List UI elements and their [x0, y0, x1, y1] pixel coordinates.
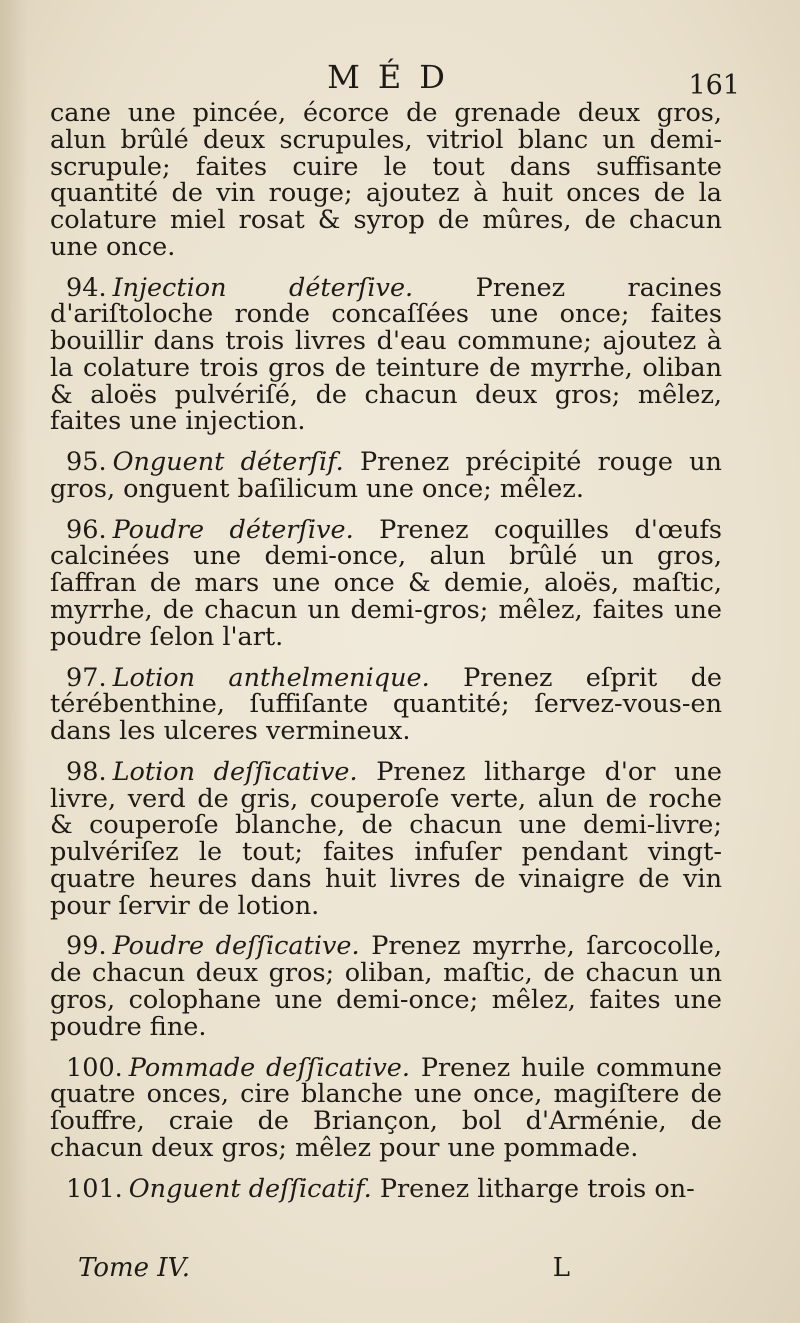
recipe-entry — [50, 1052, 723, 1163]
page-number: 161 — [688, 70, 740, 101]
entry-number: 97. — [66, 662, 107, 693]
entry-text: Prenez litharge trois on- — [379, 1173, 695, 1204]
entry-title: Poudre déterſive. — [112, 514, 354, 545]
entry-text: Prenez eſprit de térébenthine, ſuffiſante quantité; ſervez-vous-en dans les ulceres vermineux. — [50, 662, 723, 747]
recipe-entry — [50, 514, 723, 652]
entry-number: 100. — [66, 1052, 123, 1083]
entry-title: Pommade deſſicative. — [128, 1052, 410, 1083]
entry-number: 98. — [66, 756, 107, 787]
recipe-entry — [50, 756, 722, 921]
entry-number: 95. — [66, 447, 107, 478]
entry-number: 96. — [66, 514, 107, 545]
page-body — [50, 100, 722, 1216]
running-head: MÉD — [327, 58, 463, 96]
entry-title: Lotion deſſicative. — [112, 756, 358, 787]
entry-text: Prenez litharge d'or une livre, verd de gris, couperoſe verte, alun de roche & couperoſe blanche, de chacun une demi-livre; pulvériſez le tout; faites infuſer pendant vingt-quatre heures dans huit livres de vinaigre de vin pour ſervir de lotion. — [50, 756, 722, 921]
continuation-paragraph: cane une pincée, écorce de grenade deux gros, alun brûlé deux scrupules, vitriol blanc un demi-scrupule; faites cuire le tout dans suffisante quantité de vin rouge; ajoutez à huit onces de la colature miel rosat & syrop de mûres, de chacun une once. — [50, 98, 722, 262]
entry-text: Prenez myrrhe, ſarcocolle, de chacun deux gros; oliban, maſtic, de chacun un gros, colophane une demi-once; mêlez, faites une poudre fine. — [50, 931, 723, 1042]
signature-mark: L — [552, 1253, 570, 1283]
recipe-entry — [50, 272, 722, 437]
entry-number: 94. — [66, 272, 107, 303]
entry-title: Injection déterſive. — [112, 272, 414, 303]
recipe-entry — [50, 449, 722, 503]
entry-text: Prenez racines d'ariſtoloche ronde concaſſées une once; faites bouillir dans trois livres d'eau commune; ajoutez à la colature trois gros de teinture de myrrhe, oliban & aloës pulvériſé, de chacun deux gros; mêlez, faites une injection. — [50, 272, 722, 437]
entry-number: 99. — [66, 931, 107, 962]
entry-title: Lotion anthelmenique. — [112, 662, 430, 693]
entry-title: Poudre deſſicative. — [112, 931, 360, 962]
page-footer — [78, 1253, 570, 1285]
volume-label: Tome IV. — [78, 1253, 191, 1283]
entry-number: 101. — [66, 1173, 123, 1204]
recipe-entry — [50, 933, 722, 1040]
entry-text: Prenez précipité rouge un gros, onguent baſilicum une once; mêlez. — [50, 447, 722, 504]
recipe-entry — [50, 1173, 722, 1204]
entry-text: Prenez huile commune quatre onces, cire blanche une once, magiſtere de ſouffre, craie de Briançon, bol d'Arménie, de chacun deux gros; mêlez pour une pommade. — [50, 1052, 723, 1163]
page-header — [50, 58, 740, 102]
entry-title: Onguent déterſif. — [112, 447, 344, 478]
recipe-entry — [50, 662, 723, 747]
entry-text: Prenez coquilles d'œufs calcinées une demi-once, alun brûlé un gros, ſaffran de mars une once & demie, aloës, maſtic, myrrhe, de chacun un demi-gros; mêlez, faites une poudre ſelon l'art. — [50, 514, 723, 652]
entry-title: Onguent deſſicatif. — [128, 1173, 372, 1204]
